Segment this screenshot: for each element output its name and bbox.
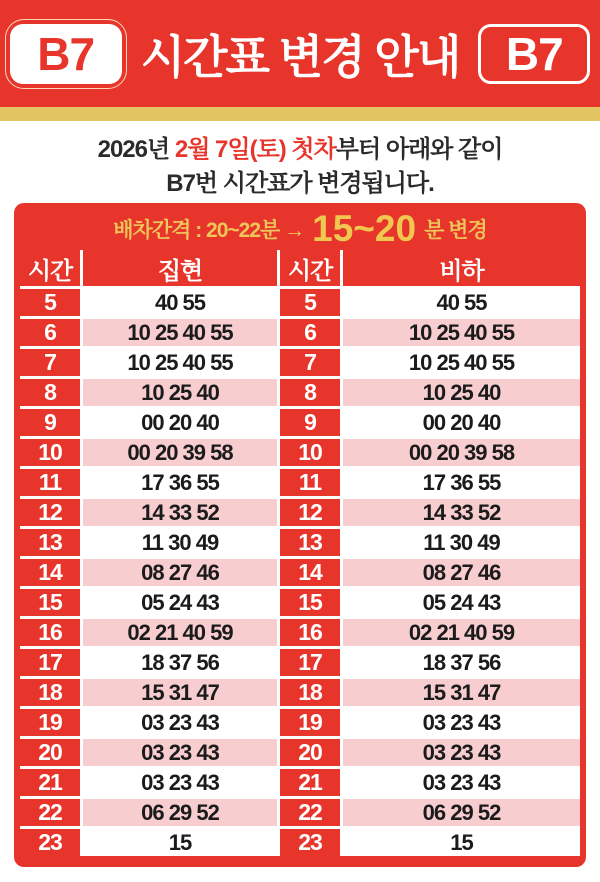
b7-badge-right-outline [473, 19, 595, 89]
hour-cell: 23 [20, 829, 80, 856]
hour-cell: 17 [280, 649, 340, 676]
hour-cell: 18 [280, 679, 340, 706]
minutes-cell: 03 23 43 [343, 709, 580, 736]
notice-text [0, 121, 600, 201]
hour-cell: 12 [20, 499, 80, 526]
minutes-cell: 15 31 47 [343, 679, 580, 706]
timetable-grid [20, 250, 580, 856]
minutes-cell: 03 23 43 [83, 769, 277, 796]
notice-line1-prefix: 2026년 [97, 136, 175, 163]
minutes-cell: 14 33 52 [343, 499, 580, 526]
hour-cell: 10 [280, 439, 340, 466]
b7-badge-left-outline [5, 19, 127, 89]
minutes-cell: 11 30 49 [343, 529, 580, 556]
interval-suffix: 분 변경 [424, 219, 487, 242]
hour-cell: 12 [280, 499, 340, 526]
minutes-cell: 00 20 40 [83, 409, 277, 436]
minutes-cell: 05 24 43 [343, 589, 580, 616]
col-header-jiphyeon: 집현 [83, 250, 277, 286]
b7-badge-right: B7 [478, 24, 590, 84]
hour-cell: 18 [20, 679, 80, 706]
banner-title: 시간표 변경 안내 [140, 30, 460, 83]
minutes-cell: 18 37 56 [343, 649, 580, 676]
minutes-cell: 02 21 40 59 [83, 619, 277, 646]
col-header-hour-left: 시간 [20, 250, 80, 286]
timetable-panel [14, 203, 586, 867]
interval-new-value: 15~20 [312, 208, 417, 249]
notice-line-1 [0, 133, 600, 167]
minutes-cell: 10 25 40 [83, 379, 277, 406]
interval-old-label: 배차간격 : 20~22분 → [113, 219, 305, 242]
hour-cell: 20 [280, 739, 340, 766]
col-header-hour-right: 시간 [280, 250, 340, 286]
minutes-cell: 10 25 40 [343, 379, 580, 406]
hour-cell: 9 [280, 409, 340, 436]
minutes-cell: 10 25 40 55 [343, 319, 580, 346]
minutes-cell: 40 55 [343, 289, 580, 316]
hour-cell: 15 [20, 589, 80, 616]
minutes-cell: 17 36 55 [83, 469, 277, 496]
minutes-cell: 08 27 46 [343, 559, 580, 586]
minutes-cell: 03 23 43 [83, 709, 277, 736]
notice-banner [0, 0, 600, 107]
notice-line1-suffix: 부터 아래와 같이 [335, 136, 503, 163]
hour-cell: 22 [280, 799, 340, 826]
minutes-cell: 15 31 47 [83, 679, 277, 706]
minutes-cell: 02 21 40 59 [343, 619, 580, 646]
minutes-cell: 14 33 52 [83, 499, 277, 526]
interval-header [20, 208, 580, 250]
hour-cell: 17 [20, 649, 80, 676]
hour-cell: 20 [20, 739, 80, 766]
hour-cell: 19 [280, 709, 340, 736]
hour-cell: 16 [280, 619, 340, 646]
hour-cell: 8 [20, 379, 80, 406]
b7-badge-left: B7 [10, 24, 122, 84]
minutes-cell: 11 30 49 [83, 529, 277, 556]
minutes-cell: 10 25 40 55 [83, 319, 277, 346]
hour-cell: 19 [20, 709, 80, 736]
hour-cell: 6 [20, 319, 80, 346]
hour-cell: 23 [280, 829, 340, 856]
hour-cell: 13 [280, 529, 340, 556]
hour-cell: 22 [20, 799, 80, 826]
minutes-cell: 15 [83, 829, 277, 856]
hour-cell: 9 [20, 409, 80, 436]
hour-cell: 21 [280, 769, 340, 796]
hour-cell: 10 [20, 439, 80, 466]
minutes-cell: 03 23 43 [343, 739, 580, 766]
hour-cell: 7 [20, 349, 80, 376]
minutes-cell: 06 29 52 [83, 799, 277, 826]
minutes-cell: 05 24 43 [83, 589, 277, 616]
hour-cell: 6 [280, 319, 340, 346]
hour-cell: 11 [20, 469, 80, 496]
gold-divider [0, 107, 600, 121]
hour-cell: 7 [280, 349, 340, 376]
col-header-biha: 비하 [343, 250, 580, 286]
minutes-cell: 17 36 55 [343, 469, 580, 496]
hour-cell: 11 [280, 469, 340, 496]
hour-cell: 14 [280, 559, 340, 586]
notice-line1-highlight: 2월 7일(토) 첫차 [174, 136, 336, 163]
hour-cell: 21 [20, 769, 80, 796]
minutes-cell: 00 20 39 58 [83, 439, 277, 466]
hour-cell: 5 [280, 289, 340, 316]
hour-cell: 5 [20, 289, 80, 316]
minutes-cell: 15 [343, 829, 580, 856]
minutes-cell: 10 25 40 55 [343, 349, 580, 376]
hour-cell: 15 [280, 589, 340, 616]
minutes-cell: 18 37 56 [83, 649, 277, 676]
hour-cell: 14 [20, 559, 80, 586]
hour-cell: 16 [20, 619, 80, 646]
minutes-cell: 00 20 40 [343, 409, 580, 436]
minutes-cell: 10 25 40 55 [83, 349, 277, 376]
minutes-cell: 08 27 46 [83, 559, 277, 586]
minutes-cell: 06 29 52 [343, 799, 580, 826]
minutes-cell: 40 55 [83, 289, 277, 316]
hour-cell: 13 [20, 529, 80, 556]
minutes-cell: 03 23 43 [343, 769, 580, 796]
hour-cell: 8 [280, 379, 340, 406]
notice-line-2: B7번 시간표가 변경됩니다. [166, 170, 434, 197]
minutes-cell: 00 20 39 58 [343, 439, 580, 466]
minutes-cell: 03 23 43 [83, 739, 277, 766]
